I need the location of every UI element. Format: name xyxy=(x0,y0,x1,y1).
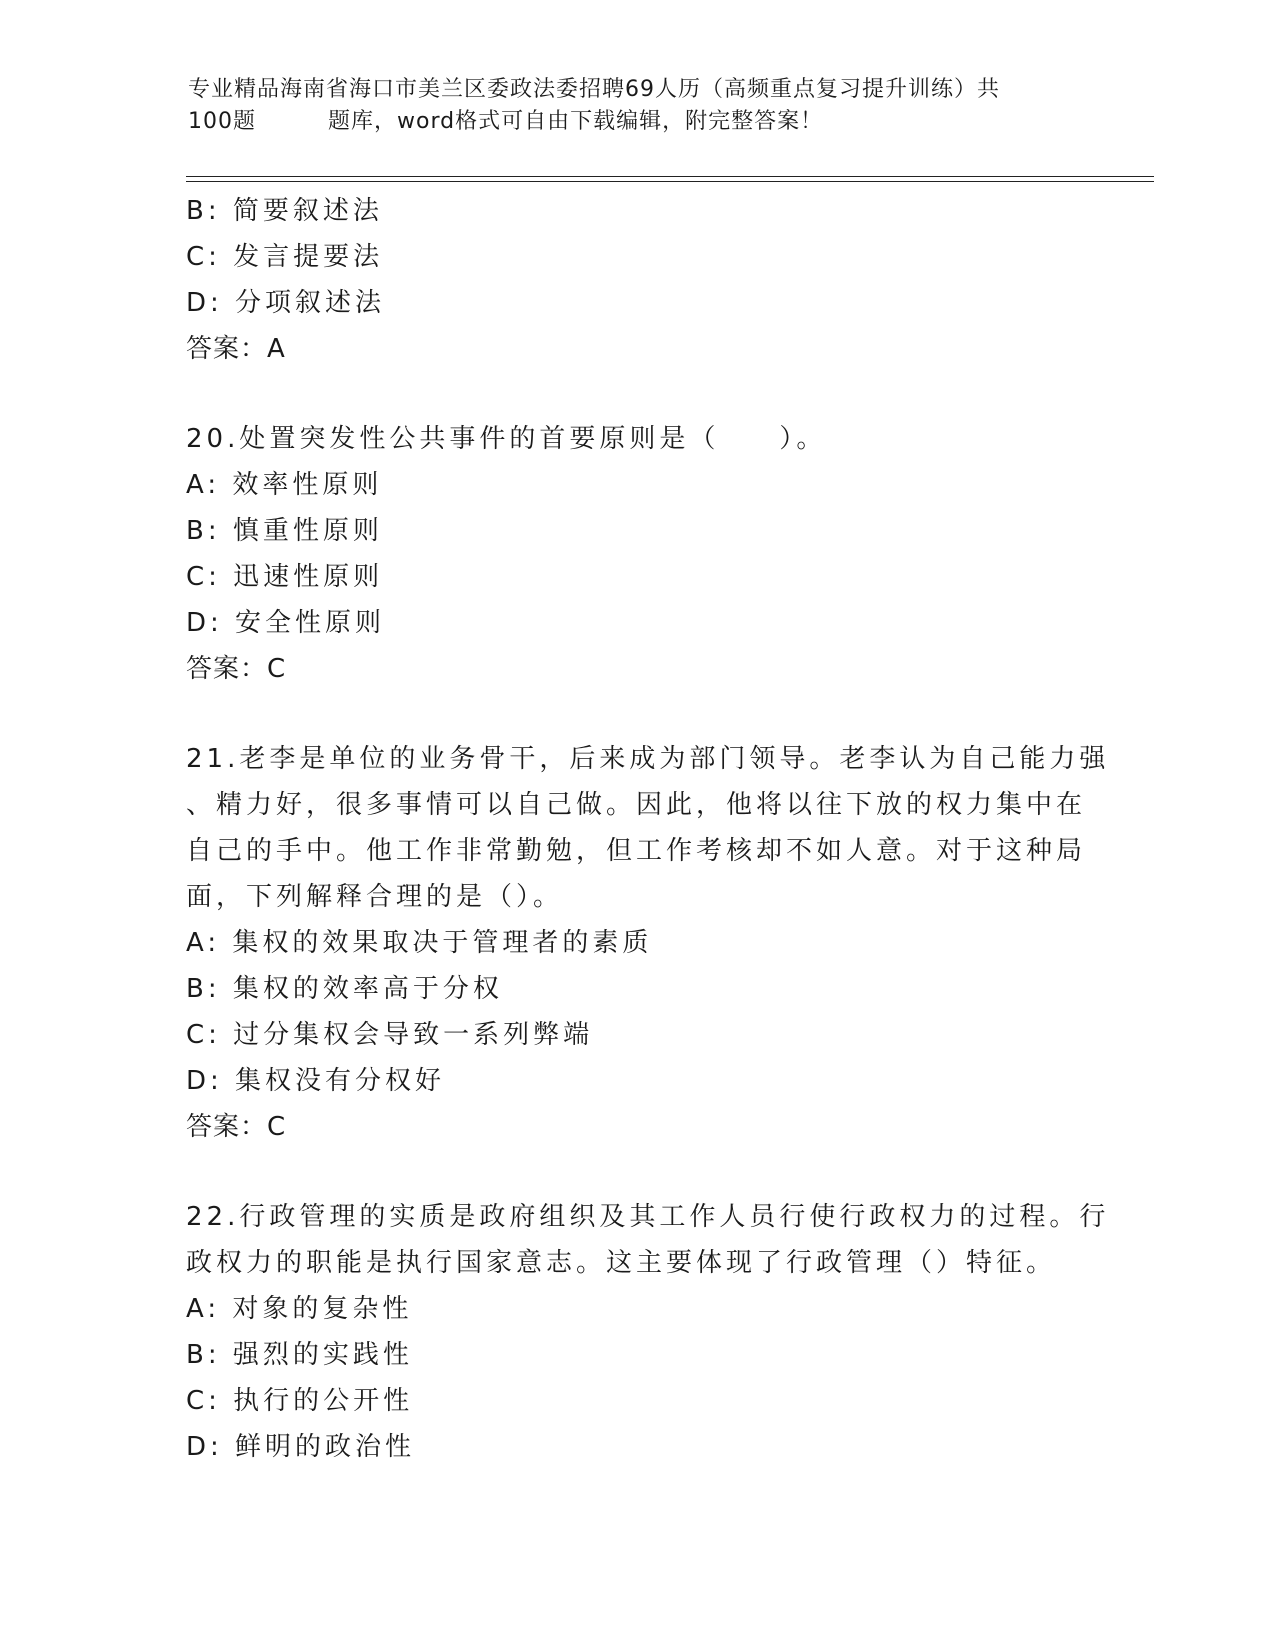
question-stem-line-1: 21.老李是单位的业务骨干，后来成为部门领导。老李认为自己能力强 xyxy=(186,744,1110,774)
header-rule-bottom xyxy=(186,181,1154,182)
option-d: D: 安全性原则 xyxy=(186,608,386,638)
option-c: C: 迅速性原则 xyxy=(186,562,384,592)
question-22 xyxy=(186,1194,1110,1470)
option-b: B: 慎重性原则 xyxy=(186,516,383,546)
option-b: B: 强烈的实践性 xyxy=(186,1340,413,1370)
question-stem-line-2: 政权力的职能是执行国家意志。这主要体现了行政管理（）特征。 xyxy=(186,1248,1057,1278)
question-20 xyxy=(186,416,1086,692)
question-19-fragment xyxy=(186,188,1086,372)
header-rule-top xyxy=(186,176,1154,177)
document-header xyxy=(188,74,1088,138)
header-question-count: 100题 xyxy=(188,109,256,134)
header-title-line2 xyxy=(188,106,1088,138)
option-d: D: 分项叙述法 xyxy=(186,288,386,318)
option-c: C: 执行的公开性 xyxy=(186,1386,414,1416)
question-stem-line-1: 22.行政管理的实质是政府组织及其工作人员行使行政权力的过程。行 xyxy=(186,1202,1110,1232)
option-d: D: 鲜明的政治性 xyxy=(186,1432,416,1462)
question-list xyxy=(186,188,1110,1470)
option-b: B: 集权的效率高于分权 xyxy=(186,974,503,1004)
question-stem-line-4: 面，下列解释合理的是（）。 xyxy=(186,882,564,912)
question-stem-line-3: 自己的手中。他工作非常勤勉，但工作考核却不如人意。对于这种局 xyxy=(186,836,1087,866)
question-21 xyxy=(186,736,1110,1150)
option-c: C: 过分集权会导致一系列弊端 xyxy=(186,1020,594,1050)
question-stem: 20.处置突发性公共事件的首要原则是（ ）。 xyxy=(186,424,827,454)
option-a: A: 对象的复杂性 xyxy=(186,1294,413,1324)
answer-line: 答案：C xyxy=(186,654,287,684)
option-d: D: 集权没有分权好 xyxy=(186,1066,446,1096)
answer-line: 答案：C xyxy=(186,1112,287,1142)
option-b: B: 简要叙述法 xyxy=(186,196,383,226)
option-a: A: 效率性原则 xyxy=(186,470,383,500)
question-stem-line-2: 、精力好，很多事情可以自己做。因此，他将以往下放的权力集中在 xyxy=(186,790,1087,820)
header-title-rest: 题库，word格式可自由下载编辑，附完整答案！ xyxy=(328,109,824,134)
answer-line: 答案：A xyxy=(186,334,286,364)
header-title-line1: 专业精品海南省海口市美兰区委政法委招聘69人历（高频重点复习提升训练）共 xyxy=(188,77,1000,102)
option-a: A: 集权的效果取决于管理者的素质 xyxy=(186,928,653,958)
option-c: C: 发言提要法 xyxy=(186,242,384,272)
